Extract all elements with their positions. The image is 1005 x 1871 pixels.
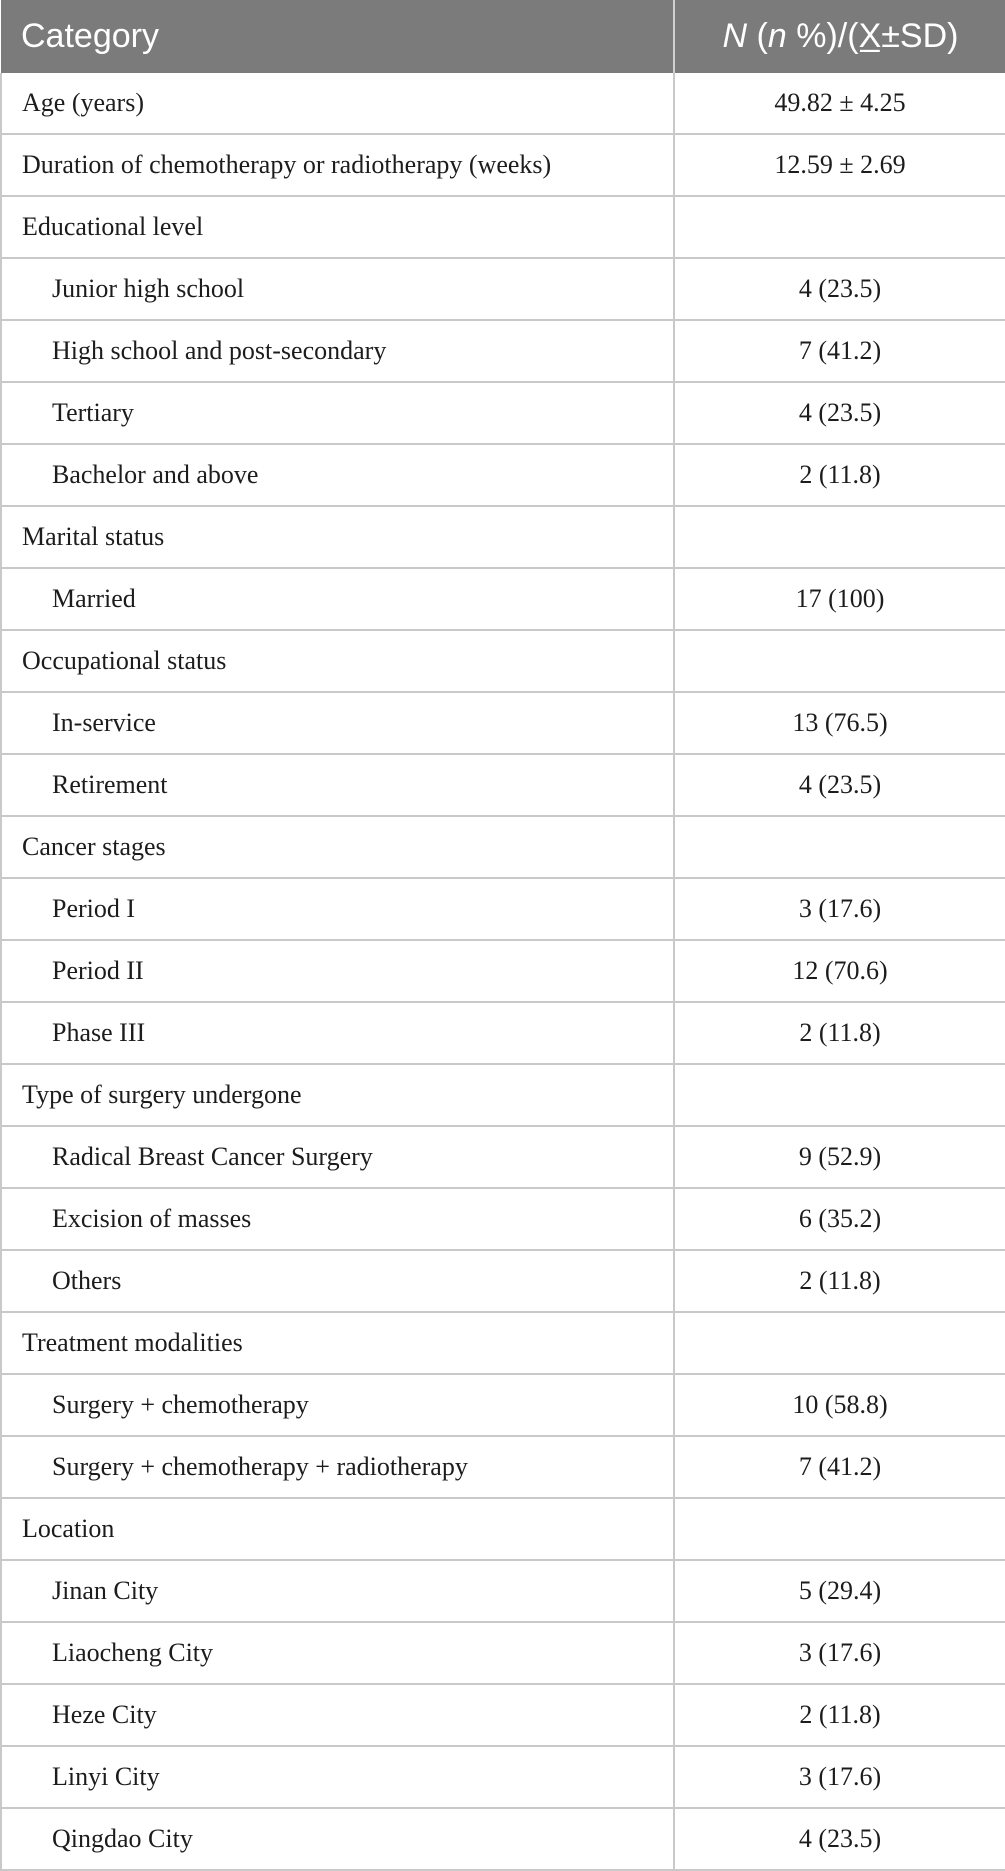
category-label: Occupational status	[1, 630, 674, 692]
table-row	[1, 1684, 1005, 1746]
value-cell: 6 (35.2)	[674, 1188, 1005, 1250]
subcategory-label: Qingdao City	[1, 1808, 674, 1870]
subcategory-label: Others	[1, 1250, 674, 1312]
value-cell	[674, 1064, 1005, 1126]
subcategory-label: Jinan City	[1, 1560, 674, 1622]
table-row	[1, 1250, 1005, 1312]
subcategory-label: Married	[1, 568, 674, 630]
value-cell: 7 (41.2)	[674, 1436, 1005, 1498]
table-row	[1, 73, 1005, 134]
value-cell: 4 (23.5)	[674, 258, 1005, 320]
value-cell	[674, 1498, 1005, 1560]
value-cell: 2 (11.8)	[674, 1250, 1005, 1312]
table-row	[1, 1002, 1005, 1064]
table-row	[1, 382, 1005, 444]
value-header-n: n	[767, 17, 787, 55]
table-row	[1, 1312, 1005, 1374]
value-cell: 4 (23.5)	[674, 1808, 1005, 1870]
table-header	[1, 0, 1005, 73]
subcategory-label: Phase III	[1, 1002, 674, 1064]
table-row	[1, 816, 1005, 878]
table-row	[1, 1808, 1005, 1870]
subcategory-label: High school and post-secondary	[1, 320, 674, 382]
table-row	[1, 258, 1005, 320]
value-cell	[674, 816, 1005, 878]
table-row	[1, 196, 1005, 258]
value-cell: 9 (52.9)	[674, 1126, 1005, 1188]
table-row	[1, 1746, 1005, 1808]
value-cell: 7 (41.2)	[674, 320, 1005, 382]
value-column-header	[674, 0, 1005, 73]
value-header-N: N	[722, 17, 748, 55]
category-label: Age (years)	[1, 73, 674, 134]
table-row	[1, 940, 1005, 1002]
subcategory-label: Liaocheng City	[1, 1622, 674, 1684]
subcategory-label: Surgery + chemotherapy	[1, 1374, 674, 1436]
table-row	[1, 320, 1005, 382]
value-cell: 17 (100)	[674, 568, 1005, 630]
value-cell	[674, 196, 1005, 258]
category-label: Treatment modalities	[1, 1312, 674, 1374]
category-label: Educational level	[1, 196, 674, 258]
table-row	[1, 1622, 1005, 1684]
table-row	[1, 1188, 1005, 1250]
table-row	[1, 1126, 1005, 1188]
table-row	[1, 630, 1005, 692]
value-cell: 49.82 ± 4.25	[674, 73, 1005, 134]
subcategory-label: Heze City	[1, 1684, 674, 1746]
value-cell: 3 (17.6)	[674, 1622, 1005, 1684]
subcategory-label: Period I	[1, 878, 674, 940]
category-label: Duration of chemotherapy or radiotherapy (weeks)	[1, 134, 674, 196]
subcategory-label: Surgery + chemotherapy + radiotherapy	[1, 1436, 674, 1498]
category-label: Location	[1, 1498, 674, 1560]
value-cell	[674, 506, 1005, 568]
table-row	[1, 1560, 1005, 1622]
subcategory-label: In-service	[1, 692, 674, 754]
value-cell: 4 (23.5)	[674, 382, 1005, 444]
value-cell: 12.59 ± 2.69	[674, 134, 1005, 196]
value-cell: 2 (11.8)	[674, 444, 1005, 506]
table-row	[1, 878, 1005, 940]
value-cell: 3 (17.6)	[674, 878, 1005, 940]
header-row	[1, 0, 1005, 73]
table-body	[1, 73, 1005, 1870]
category-label: Type of surgery undergone	[1, 1064, 674, 1126]
subcategory-label: Retirement	[1, 754, 674, 816]
table-row	[1, 506, 1005, 568]
subcategory-label: Radical Breast Cancer Surgery	[1, 1126, 674, 1188]
subcategory-label: Bachelor and above	[1, 444, 674, 506]
subcategory-label: Period II	[1, 940, 674, 1002]
value-cell	[674, 630, 1005, 692]
subcategory-label: Linyi City	[1, 1746, 674, 1808]
category-column-header: Category	[1, 0, 674, 73]
subcategory-label: Junior high school	[1, 258, 674, 320]
table-row	[1, 692, 1005, 754]
subcategory-label: Excision of masses	[1, 1188, 674, 1250]
value-cell: 10 (58.8)	[674, 1374, 1005, 1436]
value-cell: 2 (11.8)	[674, 1684, 1005, 1746]
table-row	[1, 1374, 1005, 1436]
value-header-rest: %)/(X̲±SD)	[786, 17, 959, 55]
table-row	[1, 1436, 1005, 1498]
value-cell: 3 (17.6)	[674, 1746, 1005, 1808]
value-cell	[674, 1312, 1005, 1374]
category-label: Cancer stages	[1, 816, 674, 878]
table-row	[1, 568, 1005, 630]
value-header-open: (	[747, 17, 768, 55]
value-cell: 13 (76.5)	[674, 692, 1005, 754]
category-label: Marital status	[1, 506, 674, 568]
value-cell: 5 (29.4)	[674, 1560, 1005, 1622]
value-cell: 12 (70.6)	[674, 940, 1005, 1002]
table-row	[1, 754, 1005, 816]
table-row	[1, 134, 1005, 196]
subcategory-label: Tertiary	[1, 382, 674, 444]
table-row	[1, 444, 1005, 506]
value-cell: 4 (23.5)	[674, 754, 1005, 816]
value-cell: 2 (11.8)	[674, 1002, 1005, 1064]
table-row	[1, 1498, 1005, 1560]
table-row	[1, 1064, 1005, 1126]
